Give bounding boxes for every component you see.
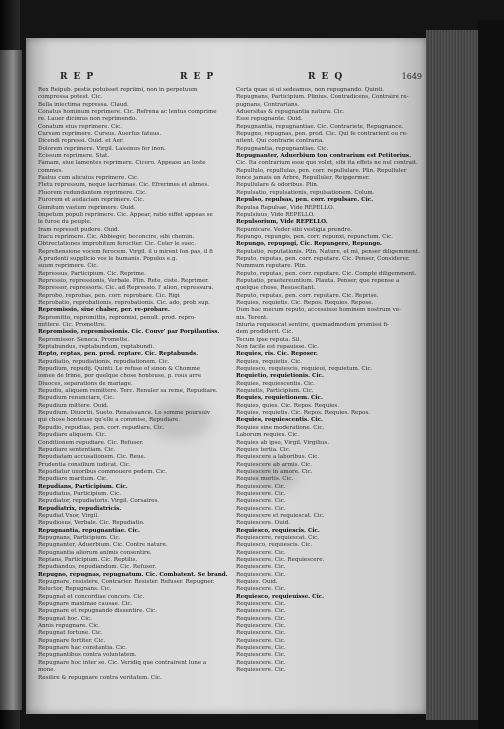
entry-line: Repugnat et concordiae concors. Cic. (38, 593, 145, 600)
entry-line: Fletu repressum, neque lacrhimas. Cic. Efrerimes et alimes. (38, 182, 210, 189)
entry-line: Gemitum vastum reprimere. Ouid. (38, 204, 136, 211)
entry-line: Repudiosus, Verbale. Cic. Repudiatio. (38, 520, 145, 527)
entry-line: qui chose honteuse qu'elle a commise, Repudiare. (38, 417, 181, 424)
entry-line: Requiescere. Cic. (236, 586, 286, 593)
entry-line: Requiesco, requiescis. Cic. (236, 527, 320, 534)
entry-line: Repudiatam accusationem. Cic. Reue. (38, 454, 146, 461)
entry-line: Repulsatio, repulsationis, repulsationem. Colum. (236, 189, 375, 196)
entry-line: Certa quae si ui sedeamus, non repugnando. Quinti. (236, 87, 385, 93)
left-column (38, 87, 228, 682)
entry-line: Requiescere. Cic. (236, 608, 286, 615)
entry-line: Conditionem repudiare. Cic. Refuser. (38, 439, 144, 446)
entry-line: Repumicare. Veder sibi vestigia prendre. (236, 226, 353, 233)
entry-line: Requiescere et requiescat. Cic. (236, 512, 325, 519)
entry-line: Reprobatio, reprobationis, reprobationis. Cic. ado, prob sup. (38, 299, 210, 306)
entry-line: Repudium renunciare, Cic. (38, 395, 115, 402)
entry-line: Tecum ipse reputa. Sil. (236, 336, 302, 343)
entry-line: Fluorem redundantem reprimere. Cic. (38, 189, 147, 196)
entry-line: Requiescere. Cic. Requiescere. (236, 557, 325, 563)
entry-line: Famam, siue lamentes reprimere. Cicero. Appease an loste (38, 160, 206, 167)
entry-line: Requies ab ipso, Virgil. Virgilius. (236, 439, 330, 446)
entry-line: Laborum requies. Cic. (236, 432, 300, 439)
entry-line: mittere. Cic. Promettre. (38, 322, 106, 328)
entry-line: Reptabundus, reptabundum, reptabundi. (38, 344, 155, 351)
entry-line: Repulsa Repulsae, Vide REPELLO. (236, 204, 335, 211)
entry-line: Requiescere. Cic. (236, 490, 286, 497)
running-header (60, 72, 422, 86)
entry-line: Requies, requietis. Cic. Repos. Requies. Repose. (236, 299, 374, 306)
entry-line: Repullulo, repullulas, pen. corr. repullulare. Plin. Repulluler (236, 167, 407, 174)
entry-line: Repungo, repupugi, Cic. Repungere, Repungo. (236, 241, 382, 248)
entry-line: Furorem et audaciam reprimere. Cic. (38, 197, 145, 204)
entry-line: Requiescere, requiescat. Cic. (236, 534, 320, 541)
entry-line: Fastus cum alicuius reprimere. Cic. (38, 175, 139, 182)
entry-line: Repudiatrix, repudiatricis. (38, 505, 122, 512)
entry-line: Requietio, requietionis. Cic. (236, 373, 324, 380)
entry-line: fonce jamais un Arbre, Repulluler, Reipgermer. (236, 175, 370, 182)
entry-line: Repudiatur uxoribus commouere pedem. Cic. (38, 468, 167, 475)
entry-line: Requiesco, requieuisse. Cic. (236, 593, 325, 600)
entry-line: Repugnantia, repugnantiae. Cic. (236, 145, 329, 152)
entry-line: Dum hac mecum reputo, accessisse hominem nostrum ve- (236, 307, 401, 314)
entry-line: Reputatio, praetereuntium. Plauta. Penser, que repense a (236, 277, 400, 284)
entry-line: Requies sine moderatione. Cic. (236, 424, 325, 431)
entry-line: Requies, requietis. Cic. Repos. Requies. Repos. (236, 410, 370, 417)
entry-line: mone. (38, 667, 56, 674)
entry-line: Repugnanter, Aduerbium. Cic. Contre nature. (38, 542, 168, 549)
entry-line: Requiescere. Cic. (236, 652, 286, 659)
entry-line: Repto, reptas, pen. prod. reptare. Cic. Reptabunds. (38, 351, 199, 358)
entry-line: Repulso, repulsas, pen. corr. repulsare. Cic. (236, 197, 374, 204)
entry-line: pugnans, Contrarians. (236, 101, 300, 108)
entry-line: Repromissor. Seneca. Promette. (38, 336, 130, 343)
entry-line: Repugno, repugnas, pen. prod. Cic. Qui fe contrarient ou re- (236, 131, 408, 138)
entry-line: Repudiatus, Participium. Cic. (38, 490, 121, 497)
entry-line: Requies. Ouid. (236, 579, 278, 586)
entry-line: Requiescere. Cic. (236, 615, 286, 622)
entry-line: Requiescere. Cic. (236, 571, 286, 578)
entry-line: Requiescere. Cic. (236, 667, 286, 674)
entry-line: le furoe du peuple. (38, 219, 92, 226)
entry-line: Conatus hominum reprimere. Cic. Refrena ac lentus comprime (38, 109, 217, 116)
entry-line: Aduersitas & repugnantia natura. Cic. (236, 109, 345, 116)
entry-line: Repulsorium, Vide REPELLO. (236, 219, 328, 226)
entry-line: Non facile est repauisse. Cic. (236, 344, 319, 351)
entry-line: Requiescere. Cic. (236, 483, 286, 490)
entry-line: Repugnat hoc. Cic. (38, 615, 92, 622)
entry-line: Repudiator, repudiatoris. Virgil. Corsaires. (38, 498, 160, 505)
entry-line: Reputo, reputas, pen. corr. reputare. Cic. Penser, Considerer. (236, 255, 410, 262)
entry-line: Repullulare & odoribus. Plin. (236, 182, 319, 189)
entry-line: Repugnanter, Aduerbium ton contrarium est Petitorius. (236, 153, 412, 160)
entry-line: Repudiare sententiam. Cic. (38, 446, 116, 453)
header-left: REP (60, 72, 100, 82)
entry-line: Annis repugnare. Cic. (38, 623, 100, 630)
entry-line: Repulsiuus, Vide REPELLO. (236, 211, 315, 218)
entry-line: Repugnantia, repugnantiae. Cic. (38, 527, 140, 534)
entry-line: Reputatio, reputationis. Plin. Nature, et mi, penser diligemment. (236, 248, 420, 255)
entry-line: Reptans, Participium. Cic. Reptilis. (38, 557, 138, 563)
entry-line: dem prodiderit. Cic. (236, 329, 294, 336)
entry-line: Requiescere. Cic. (236, 623, 286, 630)
entry-line: Requies, requietis. Cic. (236, 358, 302, 365)
entry-line: Repudium mittere. Ouid. (38, 402, 109, 409)
entry-line: Requiescere. Cic. (236, 505, 286, 512)
entry-line: Requies tertia. Cic. (236, 446, 291, 453)
page-number: 1649 (401, 72, 422, 81)
entry-line: Repudiatio, repudiationis, repudiationem. Cic. (38, 358, 170, 365)
entry-line: Requiescere. Cic. (236, 630, 286, 637)
entry-line: Repudiat Vxor, Virgil. (38, 512, 99, 519)
entry-line: Prudentia consilium iudicat. Cic. (38, 461, 131, 468)
entry-line: Requiescere a laboribus. Cic. (236, 454, 320, 461)
entry-line: Requiesco, requiescis, requieui, requietum. Cic. (236, 366, 373, 373)
entry-line: Repressor, repressoris. Cic. ad Repressio. l' alion, repressura. (38, 285, 214, 292)
entry-line: Iram repressit pudore. Ouid. (38, 226, 120, 233)
entry-line: Repugnantia aliorum animis consentire. (38, 549, 152, 556)
entry-line: Impetum populi reprimere. Cic. Appear, ratio eiffet appeas se (38, 211, 213, 218)
entry-line: Repugnare hoc inter se. Cic. Veridiq que contrairent lune a (38, 659, 207, 666)
entry-line: Reprobo, reprobas, pen. corr. reprobare. Cic. Rigi (38, 292, 180, 299)
entry-line: Requiescere. Cic. (236, 564, 286, 571)
entry-line: Repudians, Participium. Cic. (38, 483, 128, 490)
entry-line: Repudiare maritum. Cic. (38, 476, 108, 483)
entry-line: A prudenti supplicio vos le humanis. Populos e.g. (38, 255, 178, 262)
entry-line: Repugnantibus contra voluntatem. (38, 652, 137, 659)
entry-line: Repressus, Participium. Cic. Reprime. (38, 270, 146, 277)
entry-line: Esse repugnante. Ouid. (236, 116, 303, 123)
entry-line: Repugnare et repugnando dissentire. Cic. (38, 608, 157, 615)
header-middle: REP (180, 72, 220, 82)
entry-line: Requiescere. Cic. (236, 498, 286, 505)
entry-line: Dicendi repressi. Ouid. et Aer. (38, 138, 124, 145)
right-column (236, 87, 420, 675)
entry-line: Reprehensione vocem ferocem. Virgil. il u mirent fon pas, il fi (38, 248, 213, 255)
entry-line: Bella iniectima repressa. Claud. (38, 101, 129, 108)
entry-line: Cic. Ita contrarium esse que volet, sibi ita effets ne nul contrait. (236, 160, 418, 167)
header-right: REQ (308, 72, 349, 82)
entry-line: Obtrectationes improbitum ferociter. Cic. Celer le suec. (38, 241, 197, 248)
entry-line: Repudiu, aliquem remittere. Terc. Renuler sa reme, Repudiare. (38, 388, 218, 395)
entry-line: Repromissio, repromissionis. Cic. Couvr' par Porpilantiss. (38, 329, 220, 336)
entry-line: Requiescere. Cic. (236, 645, 286, 652)
entry-line: Requietis, Participium. Cic. (236, 388, 314, 395)
entry-line: Requiescere. Ouid. (236, 520, 290, 527)
entry-line: Repudiare aliquem. Cic. (38, 432, 107, 439)
entry-line: Repugnare hac constantia. Cic. (38, 645, 127, 652)
entry-line: Iniuria requiescat sentire, quemadmodum promissi fi- (236, 322, 390, 328)
entry-line: Repudium. Diuortii. Sueto. Renaissance. Lo somme poursuiv (38, 410, 211, 417)
entry-line: Resilire & repugnare contra veritatem. Cic. (38, 674, 162, 681)
entry-line: nis. Terent. (236, 314, 269, 321)
entry-line: commes. (38, 167, 64, 174)
entry-line: Requiescere in amore. Cic. (236, 468, 313, 475)
entry-line: nitent. Qui contrarie contraria. (236, 138, 324, 145)
entry-line: Requies, quies. Cic. Repos. Requies. (236, 402, 340, 409)
entry-line: Requiesco, requiescis. Cic. (236, 542, 313, 549)
entry-line: compressa potest. Cic. (38, 94, 103, 101)
entry-line: Repugnans, Participium. Cic. (38, 534, 121, 541)
entry-line: Repugnare maximae causae. Cic. (38, 601, 133, 608)
entry-line: Repudium, repudij. Quinti. Le refuse of sinon & Chomme (38, 366, 201, 373)
entry-line: quelque chose, Resuscitant. (236, 285, 316, 292)
entry-line: Requiescere. Cic. (236, 637, 286, 644)
entry-line: Requies, requiescentis. Cic. (236, 380, 315, 387)
previous-page-edge (0, 50, 22, 710)
entry-line: Repressio, repressionis, Verbale. Plin. Rete, ciste. Reprimer. (38, 277, 209, 284)
entry-line: Iracu reprimere. Cic. Abbieger, beconcire, sibi chemin. (38, 233, 195, 240)
entry-line: Repugnat fortune. Cic. (38, 630, 103, 637)
entry-line: Repugnare, resistere, Contrarier. Resister. Refuser. Repugner. (38, 579, 215, 586)
entry-line: Repungo, repungis, pen. corr. repunxi, repunctum. Cic. (236, 233, 394, 240)
entry-line: Nummum reputare. Plin. (236, 263, 307, 270)
entry-line: Reputo, reputas, pen. corr. reputare. Cic. Compte diligemment. (236, 270, 417, 277)
background-right (478, 20, 504, 729)
entry-line: Reputo, reputas, pen. corr. reputare. Cic. Reprise. (236, 292, 379, 299)
entry-line: suum reprimere. Cic. (38, 263, 99, 270)
entry-line: Requiescere ab armis. Cic. (236, 461, 313, 468)
entry-line: Ecissum reprimere. Stat. (38, 153, 110, 160)
entry-line: Repugnans, Participium. Plinius. Contradicens, Contraire re- (236, 94, 409, 101)
entry-line: Repudiandus, repudiandum. Cic. Refuser. (38, 564, 157, 571)
entry-line: Requiescere. Cic. (236, 659, 286, 666)
entry-line: Requies mortis. Cic. (236, 476, 294, 483)
entry-line: Requiescere. Cic. (236, 601, 286, 608)
entry-line: Repugnare fortiter. Cic. (38, 637, 106, 644)
entry-line: Repudio, repudias, pen. corr. repudiare. Cic. (38, 424, 165, 431)
entry-line: Requies, requiescentis. Cic. (236, 417, 323, 424)
fore-edge (426, 30, 478, 720)
entry-line: Rex Reipub. pestis potuisset repriimi, non in perpetuum (38, 87, 198, 93)
entry-line: re. Lauer dicimus non reprimendo. (38, 116, 138, 123)
entry-line: Repugno, repugnas, repugnatum. Cic. Combatent. Se brand. (38, 571, 228, 578)
entry-line: Repugnantia, repugnantiae. Cic. Contrariete, Repugnance. (236, 123, 404, 130)
entry-line: Cursum reprimere. Cursus. Auerfus fatuus. (38, 131, 162, 138)
entry-line: Repromissio, siue chaber, per. re-probare. (38, 307, 170, 314)
entry-line: Dolorem reprimere. Virgil. Lassinus fer inon. (38, 145, 166, 152)
entry-line: Requies, ris. Cic. Reposer. (236, 351, 318, 358)
entry-line: Repromitto, repromittis, repromisi, penult. prod. repro- (38, 314, 196, 321)
entry-line: Conatum eius reprimere. Cic. (38, 123, 123, 130)
entry-line: Diuoces, separations de mariage. (38, 380, 133, 387)
entry-line: Reluctor, Repugnans. Cic. (38, 586, 112, 593)
entry-line: Requies, requietionem. Cic. (236, 395, 323, 402)
entry-line: Requiescere. Cic. (236, 549, 286, 556)
entry-line: iomee de frime, por quelque chose honteuse, p. rous arre (38, 373, 202, 380)
